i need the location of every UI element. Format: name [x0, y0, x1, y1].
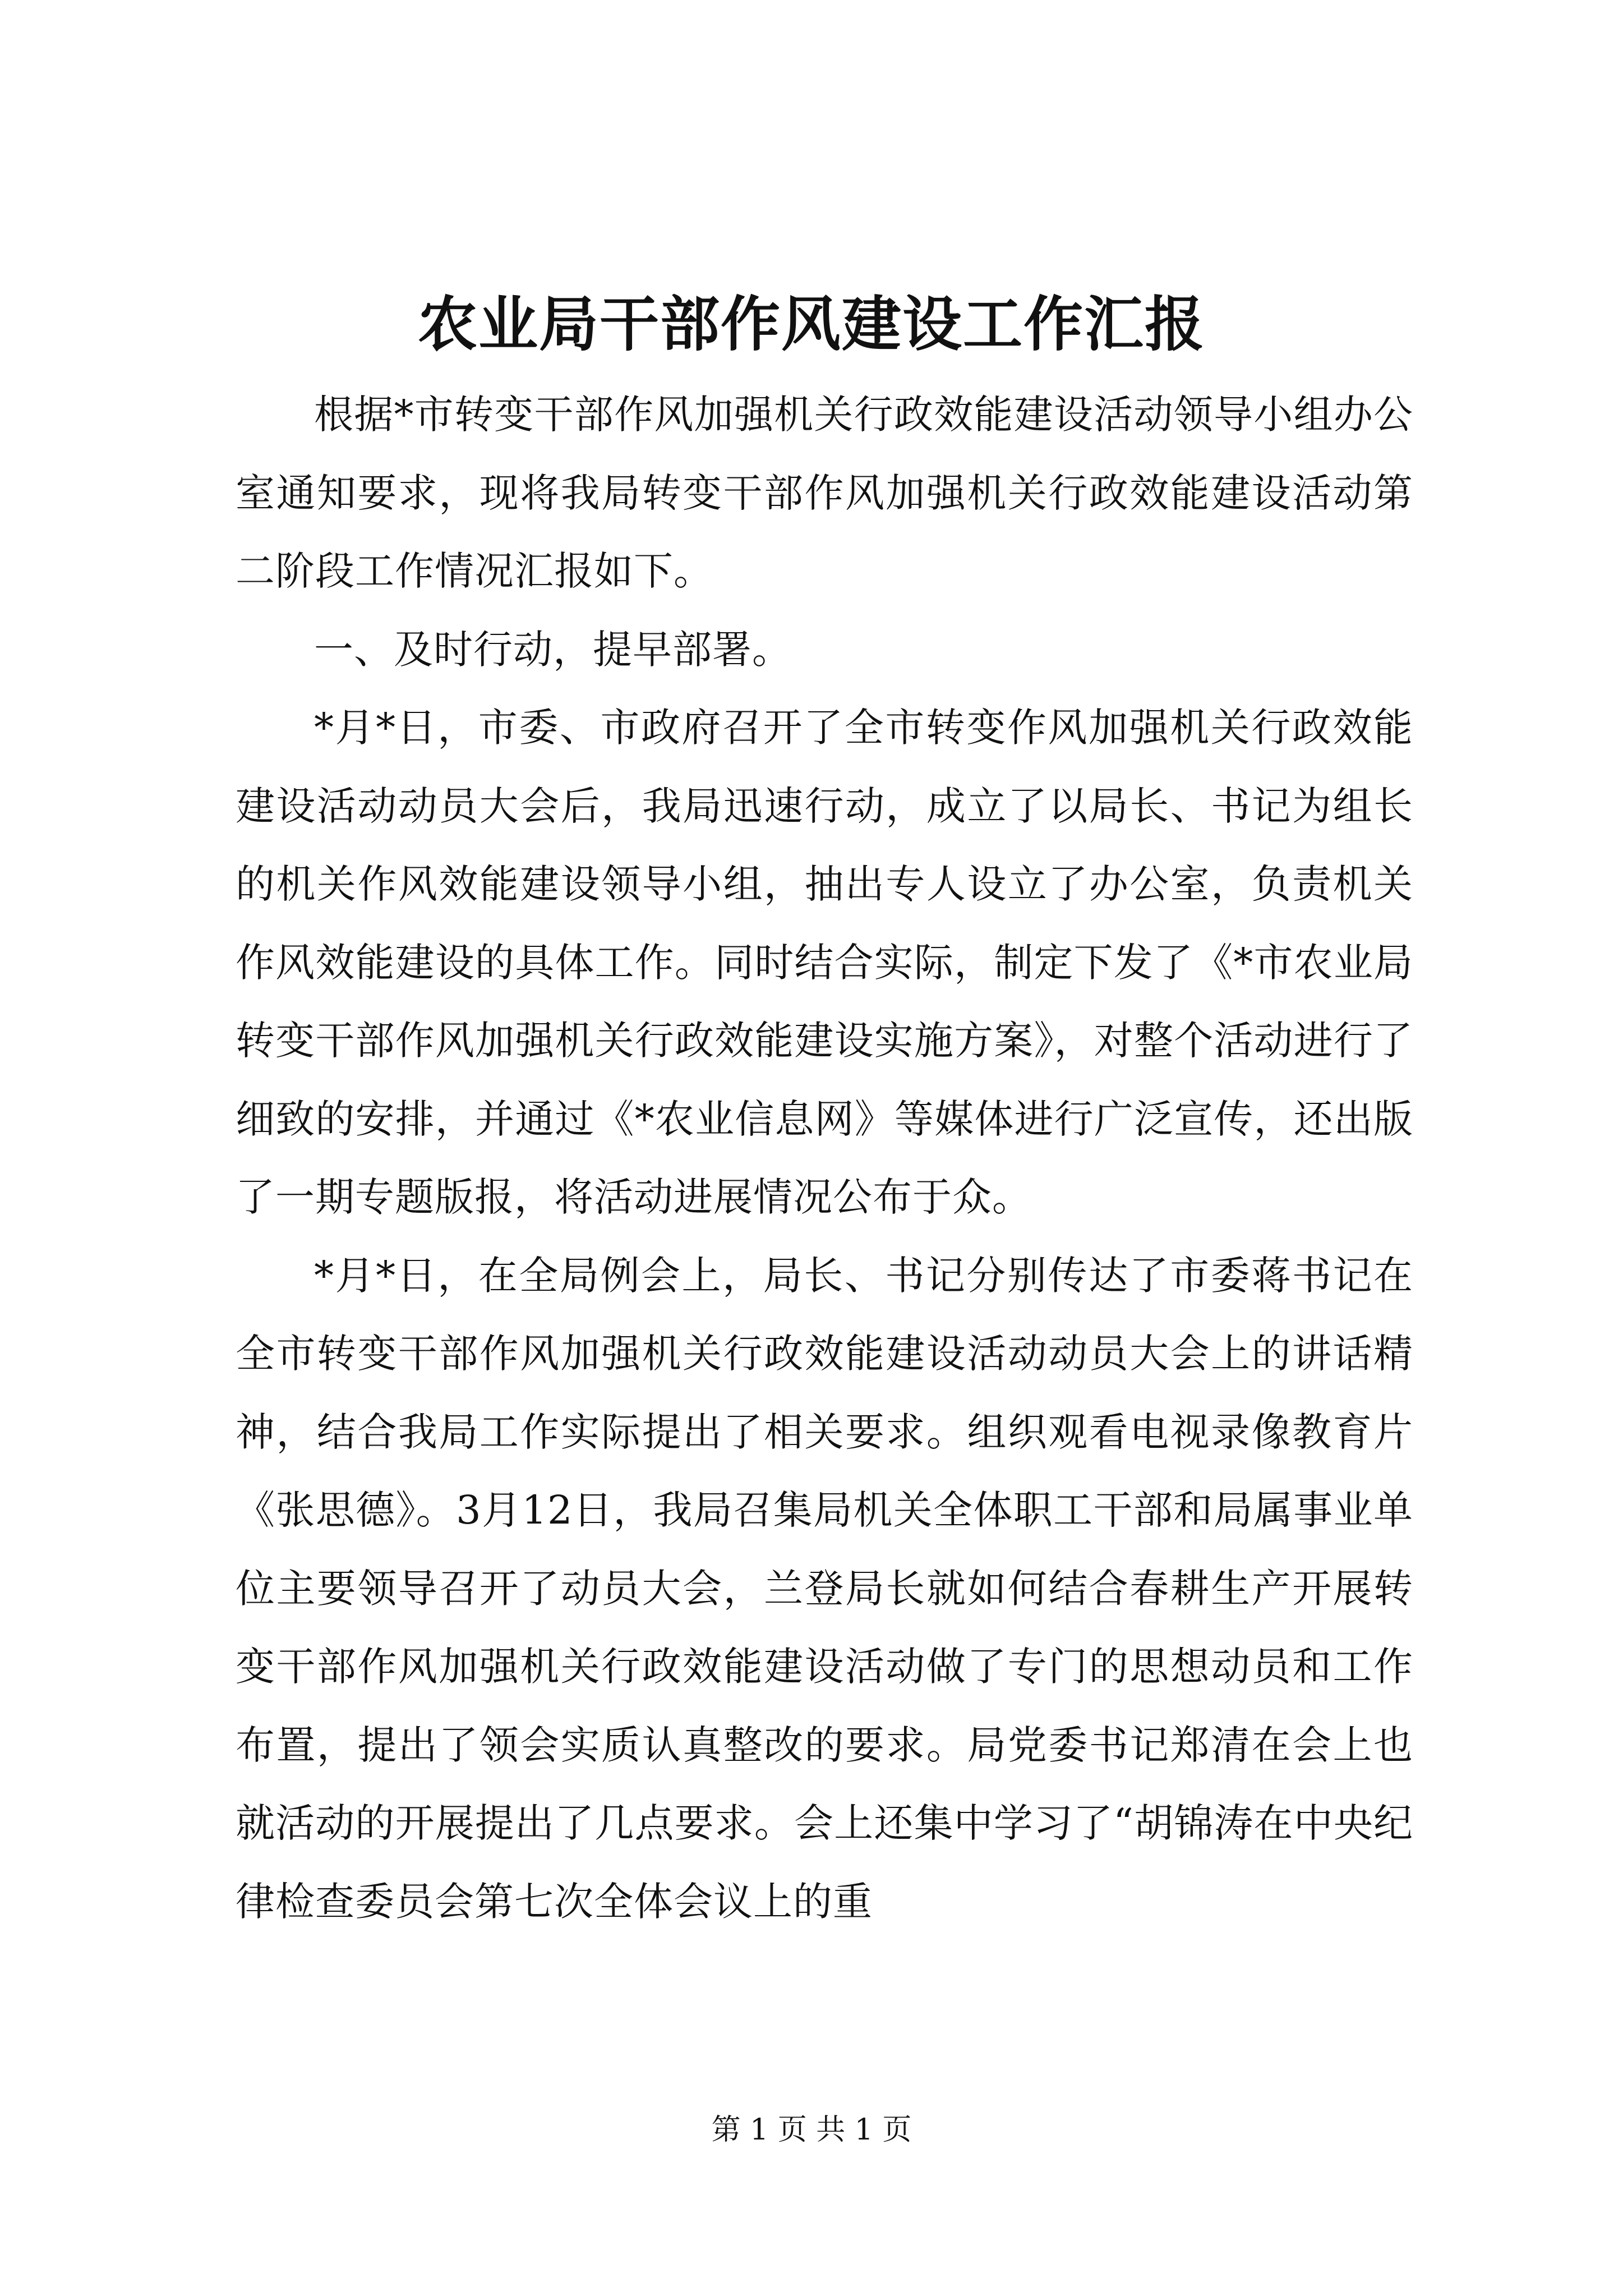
paragraph-intro: 根据*市转变干部作风加强机关行政效能建设活动领导小组办公室通知要求，现将我局转变干部作风加强机关行政效能建设活动第二阶段工作情况汇报如下。 — [236, 392, 1413, 594]
document-body — [236, 376, 1413, 1941]
page-footer: 第 1 页 共 1 页 — [711, 2113, 912, 2147]
document-title: 农业局干部作风建设工作汇报 — [418, 289, 1205, 359]
section-heading-1: 一、及时行动，提早部署。 — [314, 626, 792, 673]
paragraph-mobilization: *月*日，市委、市政府召开了全市转变作风加强机关行政效能建设活动动员大会后，我局迅速行动，成立了以局长、书记为组长的机关作风效能建设领导小组，抽出专人设立了办公室，负责机关作风效能建设的具体工作。同时结合实际，制定下发了《*市农业局转变干部作风加强机关行政效能建设实施方案》，对整个活动进行了细致的安排，并通过《*农业信息网》等媒体进行广泛宣传，还出版了一期专题版报，将活动进展情况公布于众。 — [236, 705, 1413, 1220]
paragraph-meeting: *月*日，在全局例会上，局长、书记分别传达了市委蒋书记在全市转变干部作风加强机关行政效能建设活动动员大会上的讲话精神，结合我局工作实际提出了相关要求。组织观看电视录像教育片《张思德》。3月12日，我局召集局机关全体职工干部和局属事业单位主要领导召开了动员大会，兰登局长就如何结合春耕生产开展转变干部作风加强机关行政效能建设活动做了专门的思想动员和工作布置，提出了领会实质认真整改的要求。局党委书记郑清在会上也就活动的开展提出了几点要求。会上还集中学习了“胡锦涛在中央纪律检查委员会第七次全体会议上的重 — [236, 1252, 1413, 1925]
